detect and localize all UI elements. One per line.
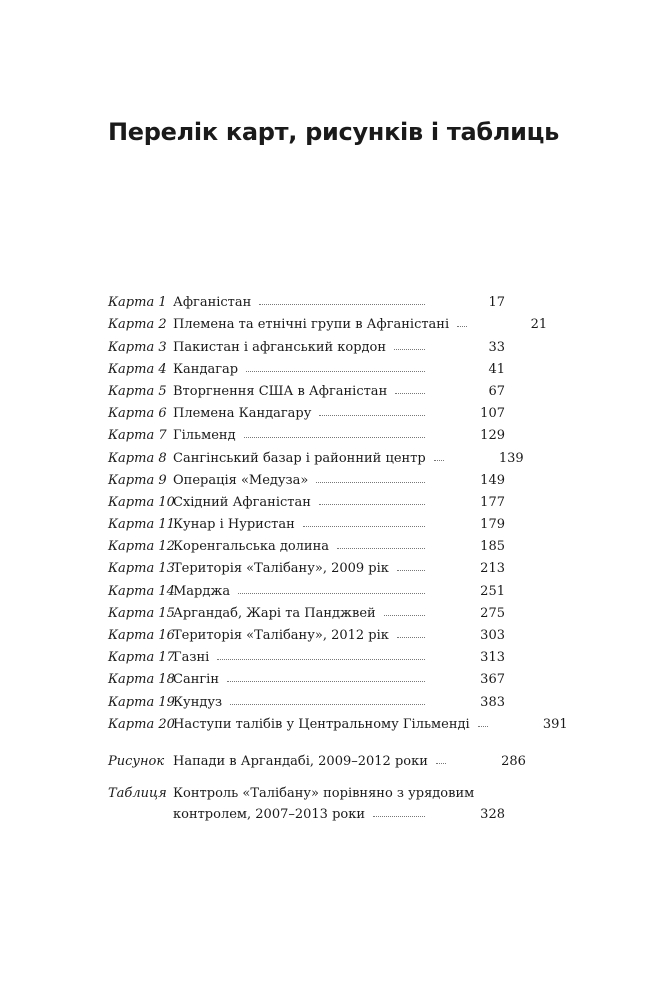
map-entry [108,621,505,643]
dot-leader [319,415,425,416]
dot-leader [397,637,425,638]
page-title: Перелік карт, рисунків і таблиць [108,118,560,146]
entry-label: Карта 3 [108,339,167,355]
entry-page: 391 [542,716,568,732]
entry-page: 185 [480,539,505,555]
dot-leader [434,460,444,461]
map-entry [108,288,505,310]
entry-title: Аргандаб, Жарі та Панджвей [173,605,376,621]
dot-leader [238,593,425,594]
entry-title: Напади в Аргандабі, 2009–2012 роки [173,753,428,769]
entry-label: Карта 14 [108,583,175,599]
dot-leader [244,437,425,438]
entry-title: Сангін [173,672,219,688]
entry-page: 367 [480,672,505,688]
map-entry [108,687,505,709]
dot-leader [373,816,425,817]
entry-page: 177 [480,494,505,510]
entry-title: Коренгальська долина [173,539,329,555]
figure-entry [108,747,526,769]
entry-title: Територія «Талібану», 2009 рік [173,561,389,577]
map-entry [108,665,505,687]
dot-leader [319,504,425,505]
entry-label: Карта 15 [108,605,175,621]
entry-title: Племена Кандагару [173,406,312,422]
entry-title: Наступи талібів у Центральному Гільменді [173,716,470,732]
map-entry [108,510,505,532]
entry-page: 129 [480,428,505,444]
entry-title: Кандагар [173,361,239,377]
entry-page: 251 [480,583,505,599]
map-entry [108,355,505,377]
map-entry [108,421,505,443]
entry-label: Карта 17 [108,650,175,666]
dot-leader [227,681,425,682]
map-entry [108,532,505,554]
entry-title: Племена та етнічні групи в Афганістані [173,317,450,333]
entry-page: 286 [501,753,526,769]
entry-page: 67 [488,383,505,399]
entry-title: Вторгнення США в Афганістан [173,383,388,399]
entry-page: 275 [480,605,505,621]
entry-page: 383 [480,694,505,710]
table-entry [108,784,505,822]
map-entry [108,332,505,354]
dot-leader [337,548,425,549]
entry-label: Карта 10 [108,494,175,510]
dot-leader [303,526,425,527]
dot-leader [397,570,425,571]
dot-leader [395,393,425,394]
entry-title: Сангінський базар і районний центр [173,450,426,466]
entry-title: Східний Афганістан [173,494,311,510]
entry-label: Карта 8 [108,450,167,466]
entry-title: Кунар і Нуристан [173,517,295,533]
entry-page: 33 [488,339,505,355]
dot-leader [478,726,488,727]
map-entry [108,488,505,510]
map-entry [108,710,568,732]
entry-label: Таблиця [108,785,167,801]
entry-title: Операція «Медуза» [173,472,309,488]
map-entry [108,466,505,488]
dot-leader [457,326,467,327]
dot-leader [246,371,425,372]
entry-label: Карта 11 [108,517,175,533]
map-entry [108,599,505,621]
entry-label: Карта 19 [108,694,175,710]
entry-page: 21 [530,317,548,333]
entry-label: Карта 7 [108,428,167,444]
entry-page: 303 [480,628,505,643]
entry-page: 313 [480,650,505,666]
entry-page: 17 [488,295,505,311]
maps-list [108,288,568,732]
dot-leader [394,349,425,350]
map-entry [108,443,524,466]
entry-title: Афганістан [173,295,252,311]
entry-title: Територія «Талібану», 2012 рік [173,628,389,643]
entry-label: Карта 16 [108,628,175,643]
entry-label: Карта 2 [108,317,167,333]
entry-page: 213 [480,561,505,577]
entry-title: Кундуз [173,694,223,710]
entry-page: 139 [498,450,524,466]
dot-leader [316,482,425,483]
entry-label: Карта 1 [108,295,167,311]
entry-page: 328 [480,806,505,822]
entry-title: Марджа [173,583,231,599]
entry-page: 149 [480,472,505,488]
entry-label: Карта 20 [108,716,175,732]
entry-title-line2: контролем, 2007–2013 роки [173,806,366,822]
entry-label: Карта 9 [108,472,167,488]
map-entry [108,377,505,399]
dot-leader [384,615,425,616]
dot-leader [230,704,425,705]
dot-leader [259,304,425,305]
entry-page: 107 [480,406,505,422]
dot-leader [217,659,425,660]
dot-leader [436,763,446,764]
entry-page: 41 [488,361,505,377]
entry-label: Карта 18 [108,672,175,688]
entry-label: Рисунок [108,753,165,769]
map-entry [108,399,505,421]
entry-label: Карта 4 [108,361,167,377]
entry-title: Газні [173,650,210,666]
entry-title-line1: Контроль «Талібану» порівняно з урядовим [173,785,475,801]
entry-label: Карта 5 [108,383,167,399]
entry-label: Карта 6 [108,406,167,422]
map-entry [108,576,505,598]
entry-label: Карта 12 [108,539,175,555]
entry-title: Гільменд [173,428,236,444]
contents-list [108,288,568,822]
entry-label: Карта 13 [108,561,175,577]
entry-page: 179 [480,517,505,533]
entry-title: Пакистан і афганський кордон [173,339,387,355]
map-entry [108,554,505,576]
map-entry [108,310,548,333]
map-entry [108,643,505,665]
